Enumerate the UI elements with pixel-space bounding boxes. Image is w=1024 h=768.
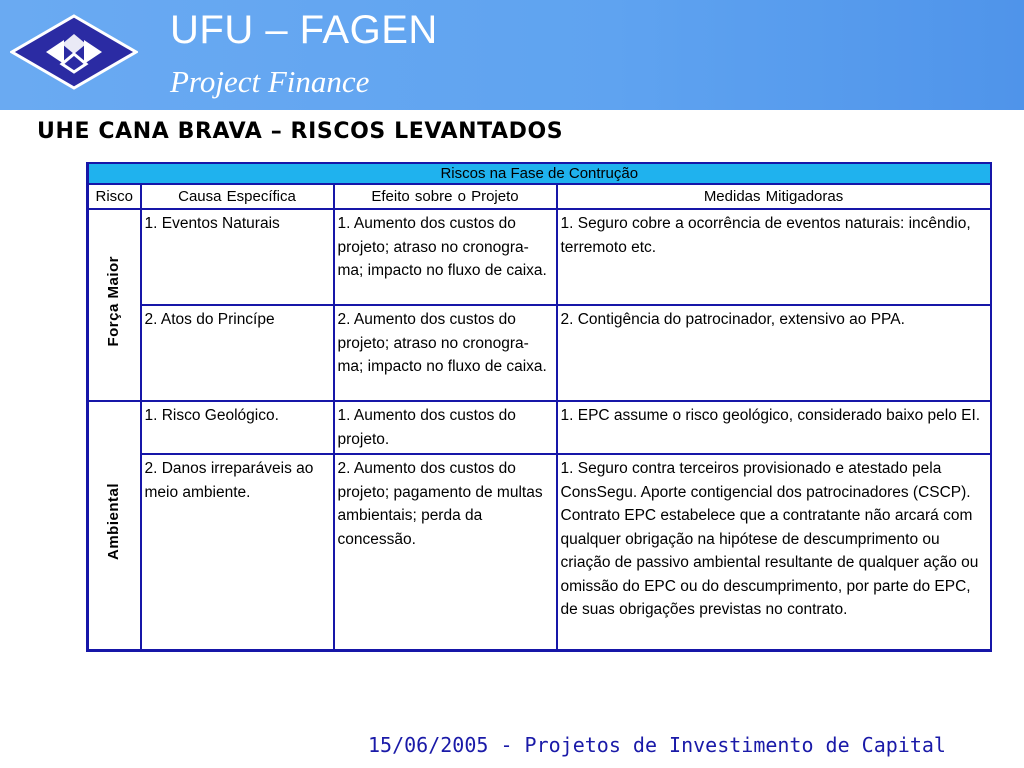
phase-header: Riscos na Fase de Contrução — [88, 163, 991, 184]
column-header-risk: Risco — [88, 184, 141, 209]
table-row — [88, 305, 991, 401]
ufu-logo-icon — [10, 14, 138, 90]
app-subtitle: Project Finance — [170, 64, 370, 99]
phase-header-row — [88, 163, 991, 184]
risk-table — [86, 162, 992, 652]
footer-text: 15/06/2005 - Projetos de Investimento de Capital — [368, 733, 946, 757]
risk-category-label: Força Maior — [105, 255, 123, 347]
effect-cell: 2. Aumento dos custos do projeto; atraso no cronogra- ma; impacto no fluxo de caixa. — [334, 305, 557, 401]
effect-cell: 1. Aumento dos custos do projeto. — [334, 401, 557, 454]
risk-category-ambiental — [88, 401, 141, 650]
effect-cell: 1. Aumento dos custos do projeto; atraso no cronogra- ma; impacto no fluxo de caixa. — [334, 209, 557, 305]
mitigation-cell: 1. Seguro contra terceiros provisionado e atestado pela ConsSegu. Aporte contigencial dos patrocinadores (CSCP). Contrato EPC estabelece que a contratante não arcará com qualquer obrigação na hipótese de descumprimento ou criação de passivo ambiental resultante de qualquer ação ou omissão do EPC ou do descumprimento, por parte do EPC, de suas obrigações previstas no contrato. — [557, 454, 991, 650]
effect-cell: 2. Aumento dos custos do projeto; pagamento de multas ambientais; perda da concessão. — [334, 454, 557, 650]
slide-header — [0, 0, 1024, 110]
cause-cell: 1. Eventos Naturais — [141, 209, 334, 305]
slide-title: UHE CANA BRAVA – RISCOS LEVANTADOS — [37, 119, 564, 144]
app-title: UFU – FAGEN — [170, 8, 438, 52]
cause-cell: 1. Risco Geológico. — [141, 401, 334, 454]
column-header-cause: Causa Específica — [141, 184, 334, 209]
table-row — [88, 454, 991, 650]
column-header-effect: Efeito sobre o Projeto — [334, 184, 557, 209]
cause-cell: 2. Atos do Princípe — [141, 305, 334, 401]
column-header-row — [88, 184, 991, 209]
risk-category-forca-maior — [88, 209, 141, 401]
mitigation-cell: 2. Contigência do patrocinador, extensivo ao PPA. — [557, 305, 991, 401]
mitigation-cell: 1. EPC assume o risco geológico, considerado baixo pelo EI. — [557, 401, 991, 454]
cause-cell: 2. Danos irreparáveis ao meio ambiente. — [141, 454, 334, 650]
risk-table-container — [86, 162, 990, 652]
table-row — [88, 401, 991, 454]
column-header-mitigation: Medidas Mitigadoras — [557, 184, 991, 209]
risk-category-label: Ambiental — [105, 482, 123, 560]
table-row — [88, 209, 991, 305]
mitigation-cell: 1. Seguro cobre a ocorrência de eventos naturais: incêndio, terremoto etc. — [557, 209, 991, 305]
